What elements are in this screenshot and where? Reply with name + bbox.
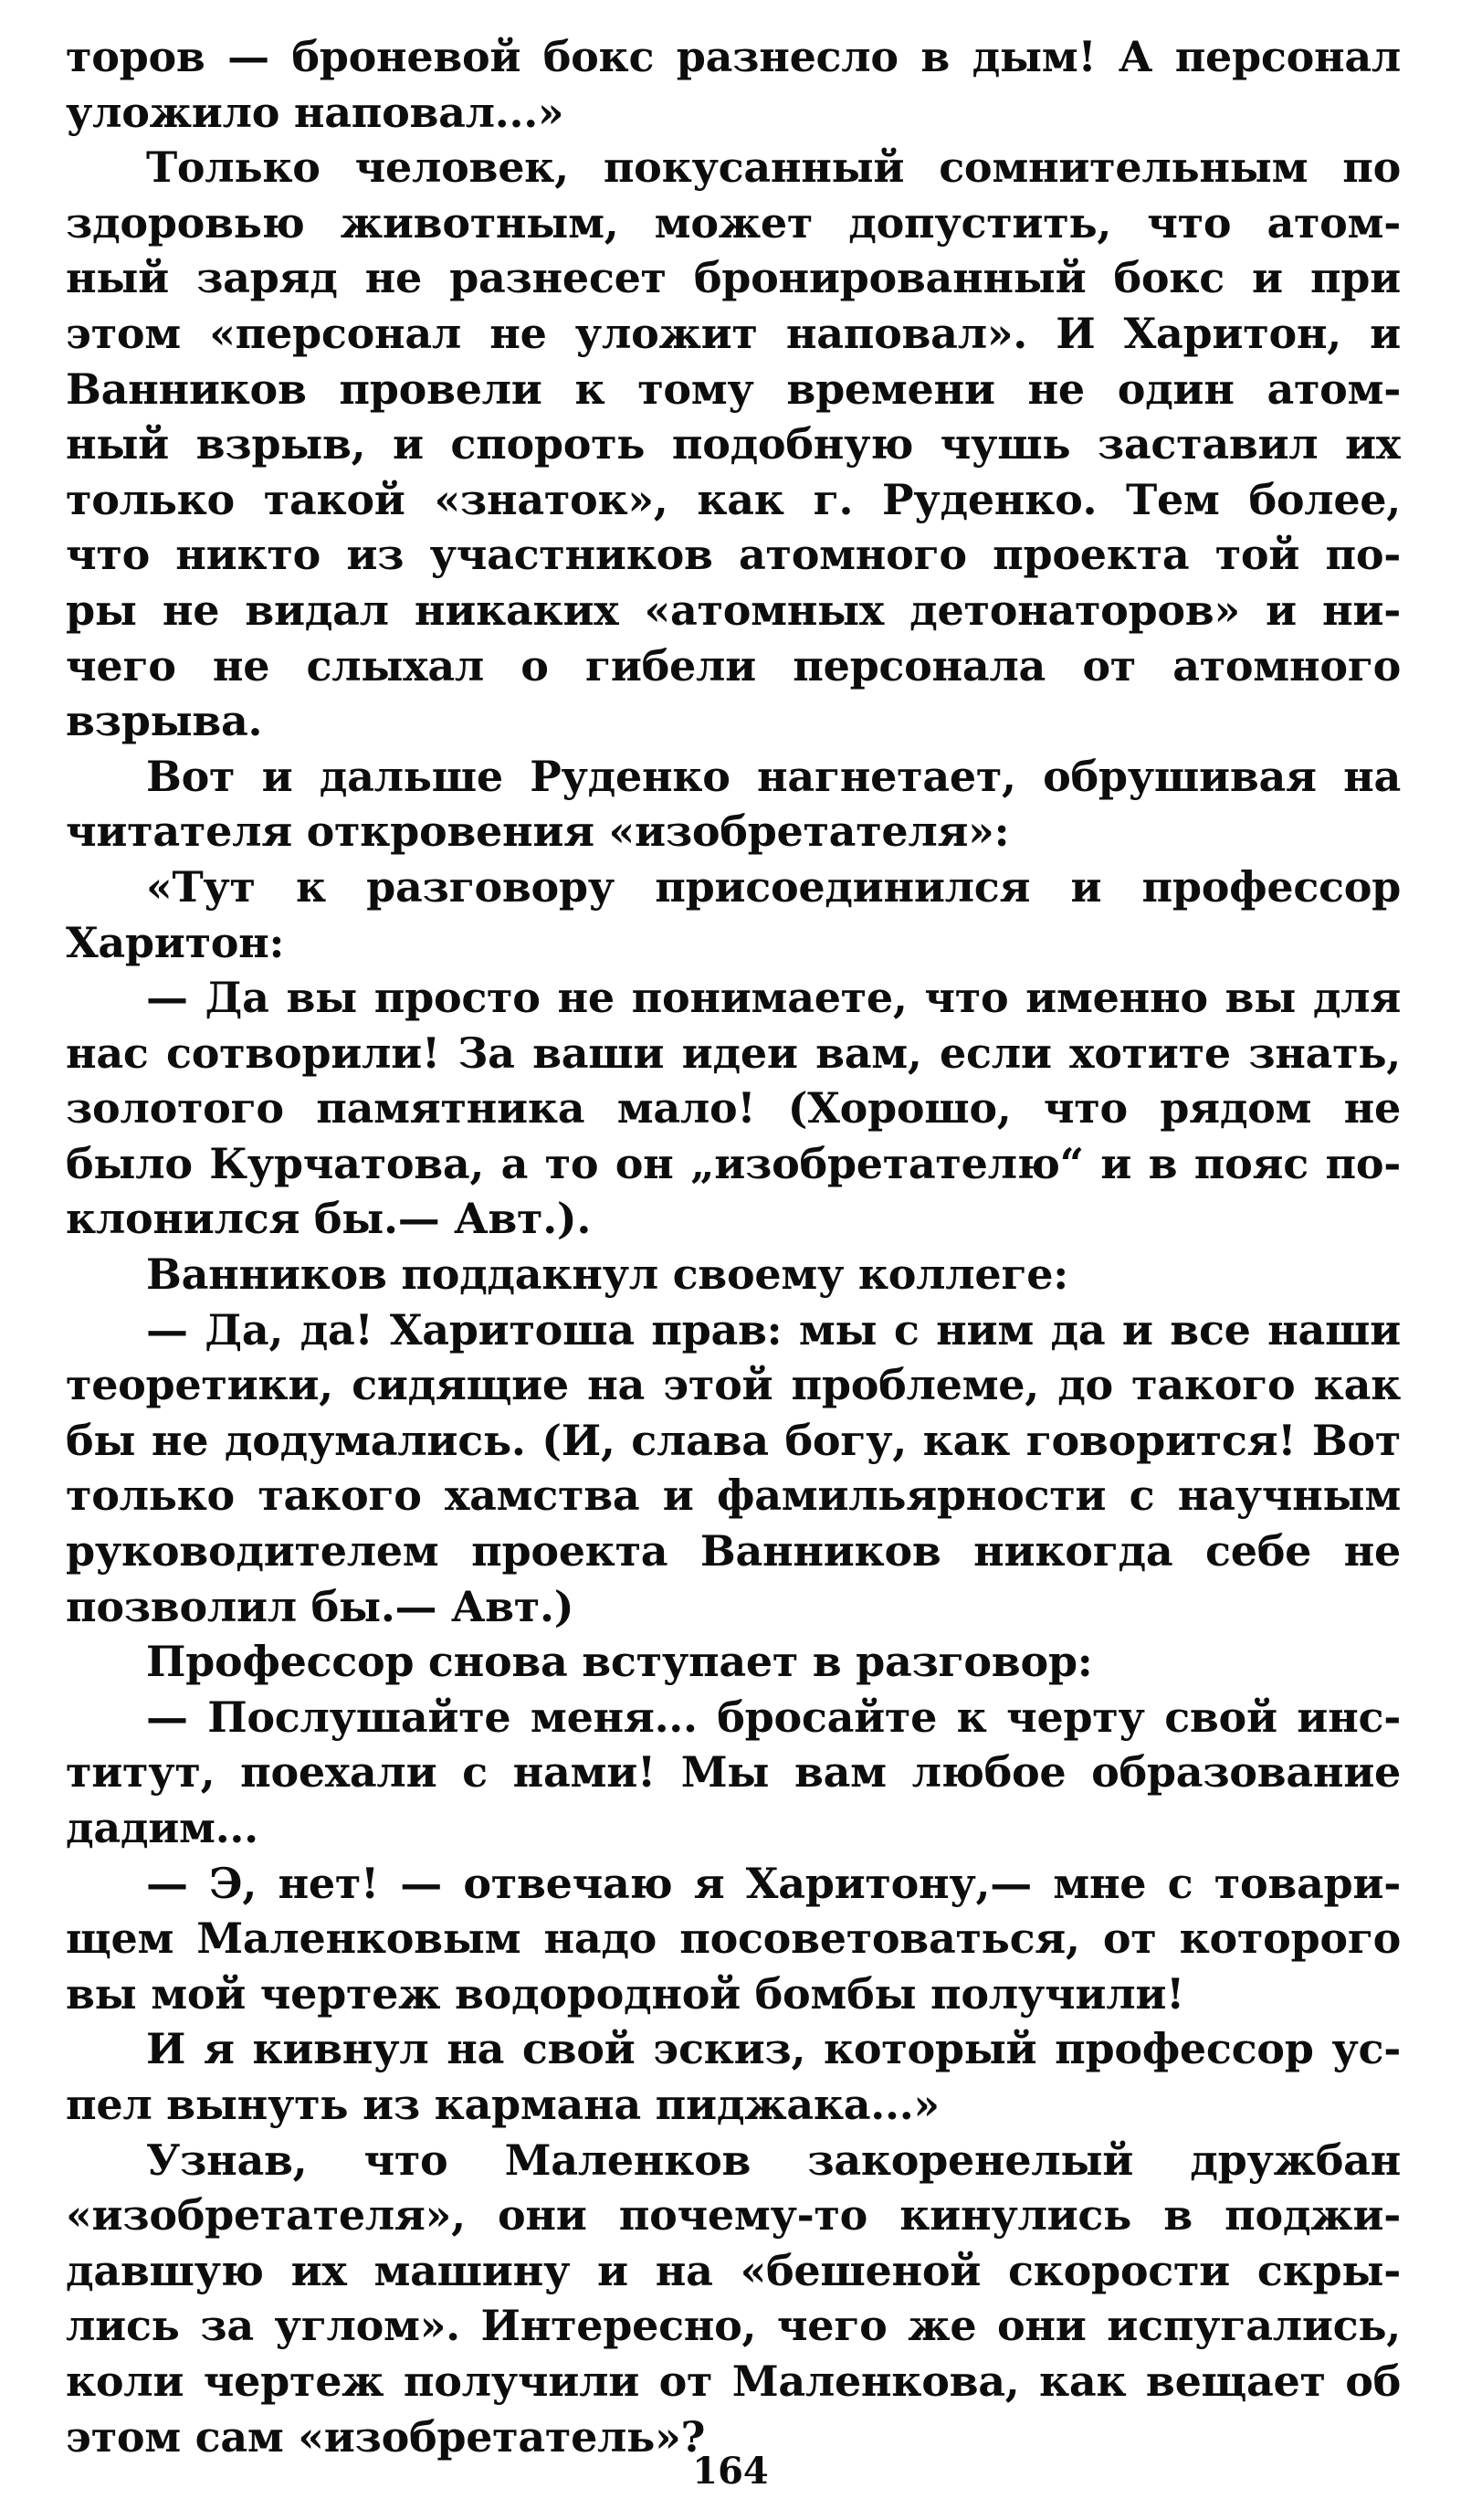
text-line: читателя откровения «изобретателя»: [66,807,1010,857]
text-line: Ванников провели к тому времени не один атом- [66,364,1401,414]
text-line: ный взрыв, и спороть подобную чушь заставил их [66,419,1401,469]
text-line: ный заряд не разнесет бронированный бокс и при [66,253,1401,303]
text-line: «Тут к разговору присоединился и профессор [146,861,1401,912]
text-line: чего не слыхал о гибели персонала от атомного [66,640,1401,691]
text-line: дадим... [66,1803,258,1852]
text-line: ры не видал никаких «атомных детонаторов» и ни- [66,585,1401,635]
text-line: руководителем проекта Ванников никогда себе не [66,1526,1401,1576]
text-line: Профессор снова вступает в разговор: [146,1637,1093,1687]
body-text [66,29,1401,2464]
text-line: бы не додумались. (И, слава богу, как говорится! Вот [66,1415,1401,1465]
text-line: щем Маленковым надо посоветоваться, от которого [66,1914,1401,1964]
text-line: лись за углом». Интересно, чего же они испугались, [66,2301,1401,2351]
text-line: Только человек, покусанный сомнительным по [146,142,1401,193]
text-line: что никто из участников атомного проекта той по- [66,530,1401,580]
text-line: уложило наповал...» [66,87,564,137]
text-line: нас сотворили! За ваши идеи вам, если хотите знать, [66,1028,1401,1078]
text-line: теоретики, сидящие на этой проблеме, до такого как [66,1360,1401,1410]
text-line: давшую их машину и на «бешеной скорости скры- [66,2245,1401,2295]
text-line: было Курчатова, а то он „изобретателю“ и в пояс по- [66,1138,1401,1188]
text-line: торов — броневой бокс разнесло в дым! А персонал [66,32,1401,81]
text-line: «изобретателя», они почему-то кинулись в поджи- [66,2190,1401,2241]
text-line: этом сам «изобретатель»? [66,2411,706,2462]
text-line: клонился бы.— Авт.). [66,1194,592,1244]
text-line: пел вынуть из кармана пиджака...» [66,2079,940,2129]
page-number: 164 [692,2450,769,2493]
text-line: Вот и дальше Руденко нагнетает, обрушивая на [146,751,1401,801]
text-line: — Послушайте меня... бросайте к черту свой инс- [146,1692,1401,1742]
text-line: — Да, да! Харитоша прав: мы с ним да и все наши [146,1304,1401,1355]
text-line: золотого памятника мало! (Хорошо, что рядом не [66,1083,1401,1133]
text-line: только такого хамства и фамильярности с научным [66,1471,1401,1521]
text-line: — Да вы просто не понимаете, что именно вы для [146,973,1401,1023]
text-line: И я кивнул на свой эскиз, который профессор ус- [146,2024,1401,2074]
text-line: титут, поехали с нами! Мы вам любое образование [66,1747,1401,1798]
text-line: Узнав, что Маленков закоренелый дружбан [146,2135,1401,2185]
text-line: взрыва. [66,696,263,746]
text-line: — Э, нет! — отвечаю я Харитону,— мне с товари- [146,1858,1401,1908]
text-line: Ванников поддакнул своему коллеге: [146,1249,1068,1300]
text-line: коли чертеж получили от Маленкова, как вещает об [66,2356,1401,2406]
text-line: здоровью животным, может допустить, что атом- [66,197,1401,248]
text-line: только такой «знаток», как г. Руденко. Тем более, [66,474,1401,524]
text-line: вы мой чертеж водородной бомбы получили! [66,1968,1185,2019]
text-line: позволил бы.— Авт.) [66,1581,574,1631]
text-line: Харитон: [66,917,285,967]
text-line: этом «персонал не уложит наповал». И Харитон, и [66,308,1401,358]
